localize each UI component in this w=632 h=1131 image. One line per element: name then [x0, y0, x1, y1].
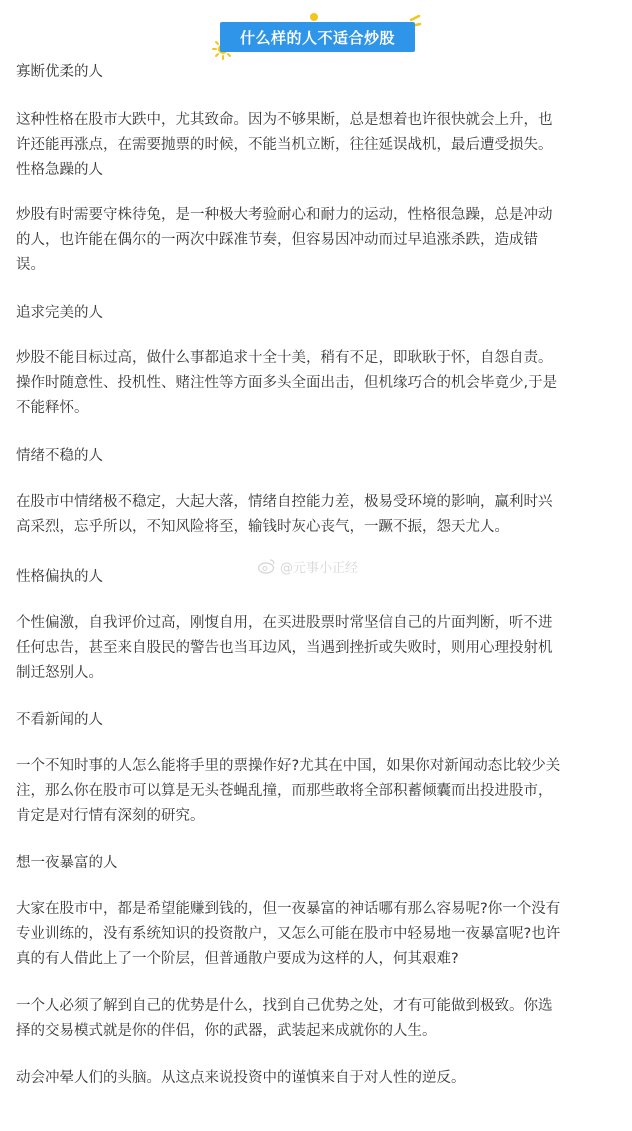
paragraph-line: 一个不知时事的人怎么能将手里的票操作好?尤其在中国，如果你对新闻动态比较少关	[16, 758, 561, 774]
paragraph-line: 在股市中情绪极不稳定，大起大落，情绪自控能力差，极易受环境的影响，赢利时兴	[16, 494, 553, 510]
watermark-text: @元事小正经	[280, 560, 359, 576]
paragraph-line: 择的交易模式就是你的伴侣，你的武器，武装起来成就你的人生。	[16, 1023, 437, 1039]
paragraph-line: 的人，也许能在偶尔的一两次中踩准节奏，但容易因冲动而过早追涨杀跌，造成错	[16, 232, 538, 248]
section-heading: 寡断优柔的人	[16, 64, 103, 80]
paragraph-line: 不能释怀。	[16, 400, 89, 416]
paragraph-line: 高采烈，忘乎所以，不知风险将至，输钱时灰心丧气，一蹶不振，怨天尤人。	[16, 519, 509, 535]
section-heading: 情绪不稳的人	[16, 448, 103, 464]
section-heading: 想一夜暴富的人	[16, 855, 118, 871]
paragraph-line: 注，那么你在股市可以算是无头苍蝇乱撞，而那些敢将全部积蓄倾囊而出投进股市，	[16, 783, 553, 799]
paragraph-line: 许还能再涨点，在需要抛票的时候，不能当机立断，往往延误战机，最后遭受损失。	[16, 137, 553, 153]
paragraph-line: 炒股有时需要守株待兔，是一种极大考验耐心和耐力的运动，性格很急躁，总是冲动	[16, 207, 553, 223]
paragraph-line: 任何忠告，甚至来自股民的警告也当耳边风，当遇到挫折或失败时，则用心理投射机	[16, 640, 553, 656]
paragraph-line: 一个人必须了解到自己的优势是什么，找到自己优势之处，才有可能做到极致。你选	[16, 998, 553, 1014]
paragraph-line: 个性偏激，自我评价过高，刚愎自用，在买进股票时常坚信自己的片面判断，听不进	[16, 615, 553, 631]
paragraph-line: 误。	[16, 257, 45, 273]
paragraph-line: 动会冲晕人们的头脑。从这点来说投资中的谨慎来自于对人性的逆反。	[16, 1070, 466, 1086]
section-heading: 性格偏执的人	[16, 569, 103, 585]
paragraph-line: 制迁怒别人。	[16, 665, 103, 681]
title-box	[220, 22, 415, 52]
paragraph-line: 炒股不能目标过高，做什么事都追求十全十美，稍有不足，即耿耿于怀，自怨自责。	[16, 350, 553, 366]
weibo-icon	[258, 558, 276, 574]
section-heading: 性格急躁的人	[16, 162, 103, 178]
paragraph-line: 真的有人借此上了一个阶层，但普通散户要成为这样的人，何其艰难?	[16, 951, 459, 967]
paragraph-line: 这种性格在股市大跌中，尤其致命。因为不够果断，总是想着也许很快就会上升，也	[16, 112, 553, 128]
paragraph-line: 专业训练的，没有系统知识的投资散户，又怎么可能在股市中轻易地一夜暴富呢?也许	[16, 926, 561, 942]
section-heading: 不看新闻的人	[16, 712, 103, 728]
paragraph-line: 肯定是对行情有深刻的研究。	[16, 808, 205, 824]
title-banner	[212, 12, 422, 62]
watermark	[258, 556, 358, 576]
dot-icon	[309, 12, 319, 22]
page-title: 什么样的人不适合炒股	[239, 28, 395, 47]
paragraph-line: 操作时随意性、投机性、赌注性等方面多头全面出击，但机缘巧合的机会毕竟少,于是	[16, 375, 558, 391]
section-heading: 追求完美的人	[16, 305, 103, 321]
paragraph-line: 大家在股市中，都是希望能赚到钱的，但一夜暴富的神话哪有那么容易呢?你一个没有	[16, 901, 561, 917]
